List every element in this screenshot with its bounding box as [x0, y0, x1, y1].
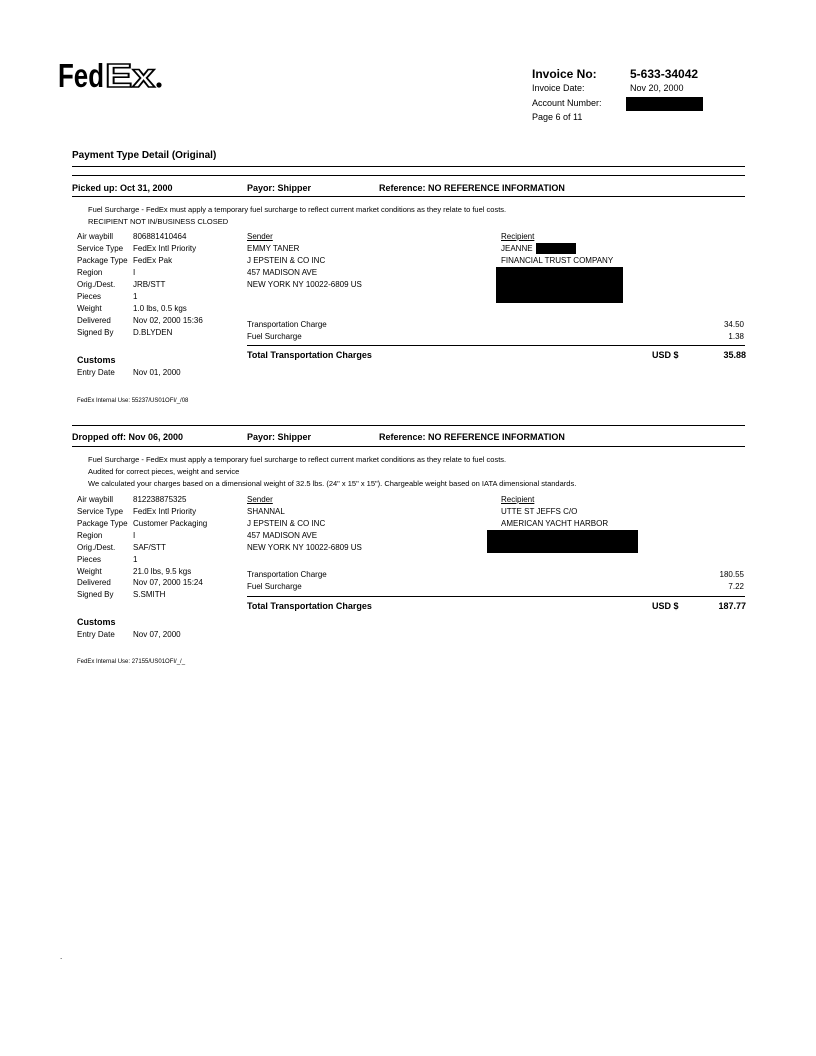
- shipment-event: Dropped off: Nov 06, 2000: [72, 432, 184, 442]
- divider: [247, 345, 745, 346]
- detail-label: Weight: [77, 567, 102, 576]
- recipient-line: JEANNE: [501, 244, 533, 253]
- detail-label: Air waybill: [77, 232, 114, 241]
- invoice-date-label: Invoice Date:: [532, 83, 585, 93]
- detail-label: Service Type: [77, 507, 124, 516]
- detail-value: 1: [133, 555, 138, 564]
- charge-amount: 7.22: [728, 582, 744, 591]
- recipient-label: Recipient: [501, 495, 535, 504]
- detail-label: Package Type: [77, 256, 128, 265]
- detail-value: Nov 02, 2000 15:36: [133, 316, 203, 325]
- entry-date: Nov 07, 2000: [133, 630, 181, 639]
- footer-mark: .: [60, 952, 63, 961]
- charge-amount: 180.55: [719, 570, 744, 579]
- detail-label: Delivered: [77, 316, 111, 325]
- sender-line: SHANNAL: [247, 507, 285, 516]
- svg-text:Ex: Ex: [105, 58, 156, 94]
- sender-line: 457 MADISON AVE: [247, 531, 318, 540]
- total-label: Total Transportation Charges: [247, 350, 372, 360]
- detail-value: FedEx Pak: [133, 256, 173, 265]
- detail-label: Signed By: [77, 328, 114, 337]
- detail-label: Pieces: [77, 555, 102, 564]
- recipient-line: AMERICAN YACHT HARBOR: [501, 519, 609, 528]
- detail-value: FedEx Intl Priority: [133, 507, 197, 516]
- recipient-name-redaction: [536, 243, 576, 254]
- sender-line: J EPSTEIN & CO INC: [247, 519, 326, 528]
- divider: [72, 425, 745, 426]
- total-label: Total Transportation Charges: [247, 601, 372, 611]
- detail-value: I: [133, 268, 136, 277]
- internal-use: FedEx Internal Use: 27155/US01OFI/_/_: [77, 659, 186, 665]
- total-amount: 187.77: [718, 601, 746, 611]
- svg-text:Fed: Fed: [58, 58, 104, 94]
- detail-label: Orig./Dest.: [77, 280, 116, 289]
- account-number-label: Account Number:: [532, 98, 602, 108]
- sender-line: J EPSTEIN & CO INC: [247, 256, 326, 265]
- detail-value: 21.0 lbs, 9.5 kgs: [133, 567, 192, 576]
- entry-date-label: Entry Date: [77, 630, 115, 639]
- recipient-address-redaction: [496, 267, 623, 303]
- detail-label: Weight: [77, 304, 102, 313]
- shipment-payor: Payor: Shipper: [247, 183, 312, 193]
- sender-label: Sender: [247, 232, 273, 241]
- divider: [72, 166, 745, 167]
- divider: [72, 446, 745, 447]
- detail-label: Region: [77, 268, 103, 277]
- currency: USD $: [652, 350, 679, 360]
- shipment-reference: Reference: NO REFERENCE INFORMATION: [379, 432, 565, 442]
- divider: [72, 175, 745, 176]
- charge-amount: 1.38: [728, 332, 744, 341]
- entry-date-label: Entry Date: [77, 368, 115, 377]
- detail-label: Signed By: [77, 590, 114, 599]
- customs-label: Customs: [77, 617, 116, 627]
- recipient-line: FINANCIAL TRUST COMPANY: [501, 256, 614, 265]
- detail-label: Delivered: [77, 578, 111, 587]
- sender-line: EMMY TANER: [247, 244, 300, 253]
- divider: [72, 196, 745, 197]
- sender-line: 457 MADISON AVE: [247, 268, 318, 277]
- shipment-note: Fuel Surcharge - FedEx must apply a temporary fuel surcharge to reflect current market conditions as they relate to fuel costs.: [88, 205, 507, 214]
- fedex-logo-icon: [58, 58, 164, 94]
- detail-value: Customer Packaging: [133, 519, 208, 528]
- detail-label: Region: [77, 531, 103, 540]
- charge-label: Fuel Surcharge: [247, 332, 302, 341]
- detail-label: Air waybill: [77, 495, 114, 504]
- detail-value: SAF/STT: [133, 543, 166, 552]
- invoice-date: Nov 20, 2000: [630, 83, 684, 93]
- shipment-reference: Reference: NO REFERENCE INFORMATION: [379, 183, 565, 193]
- detail-value: S.SMITH: [133, 590, 166, 599]
- recipient-label: Recipient: [501, 232, 535, 241]
- shipment-note: We calculated your charges based on a dimensional weight of 32.5 lbs. (24" x 15" x 15"). Chargeable weight based on IATA dimensional standards.: [88, 479, 577, 488]
- invoice-no-label: Invoice No:: [532, 67, 597, 81]
- entry-date: Nov 01, 2000: [133, 368, 181, 377]
- detail-label: Pieces: [77, 292, 102, 301]
- charge-label: Transportation Charge: [247, 320, 327, 329]
- detail-label: Orig./Dest.: [77, 543, 116, 552]
- currency: USD $: [652, 601, 679, 611]
- charge-amount: 34.50: [723, 320, 744, 329]
- detail-label: Package Type: [77, 519, 128, 528]
- detail-value: 1: [133, 292, 138, 301]
- detail-value: JRB/STT: [133, 280, 166, 289]
- recipient-address-redaction: [487, 530, 638, 553]
- detail-value: 1.0 lbs, 0.5 kgs: [133, 304, 187, 313]
- section-title: Payment Type Detail (Original): [72, 150, 217, 161]
- charge-label: Fuel Surcharge: [247, 582, 302, 591]
- shipment-payor: Payor: Shipper: [247, 432, 312, 442]
- detail-label: Service Type: [77, 244, 124, 253]
- page-number: Page 6 of 11: [532, 112, 583, 122]
- invoice-no: 5-633-34042: [630, 67, 699, 81]
- sender-label: Sender: [247, 495, 273, 504]
- shipment-event: Picked up: Oct 31, 2000: [72, 183, 173, 193]
- account-number-redaction: [626, 97, 703, 111]
- detail-value: 806881410464: [133, 232, 187, 241]
- shipment-note: Fuel Surcharge - FedEx must apply a temporary fuel surcharge to reflect current market conditions as they relate to fuel costs.: [88, 455, 507, 464]
- detail-value: Nov 07, 2000 15:24: [133, 578, 203, 587]
- fedex-logo: [58, 58, 164, 96]
- shipment-note: RECIPIENT NOT IN/BUSINESS CLOSED: [88, 217, 229, 226]
- detail-value: FedEx Intl Priority: [133, 244, 197, 253]
- detail-value: D.BLYDEN: [133, 328, 173, 337]
- total-amount: 35.88: [723, 350, 746, 360]
- charge-label: Transportation Charge: [247, 570, 327, 579]
- recipient-line: UTTE ST JEFFS C/O: [501, 507, 578, 516]
- detail-value: 812238875325: [133, 495, 187, 504]
- divider: [247, 596, 745, 597]
- sender-line: NEW YORK NY 10022-6809 US: [247, 280, 362, 289]
- sender-line: NEW YORK NY 10022-6809 US: [247, 543, 362, 552]
- internal-use: FedEx Internal Use: 55237/US01OFI/_/08: [77, 398, 189, 404]
- shipment-note: Audited for correct pieces, weight and service: [88, 467, 240, 476]
- customs-label: Customs: [77, 355, 116, 365]
- detail-value: I: [133, 531, 136, 540]
